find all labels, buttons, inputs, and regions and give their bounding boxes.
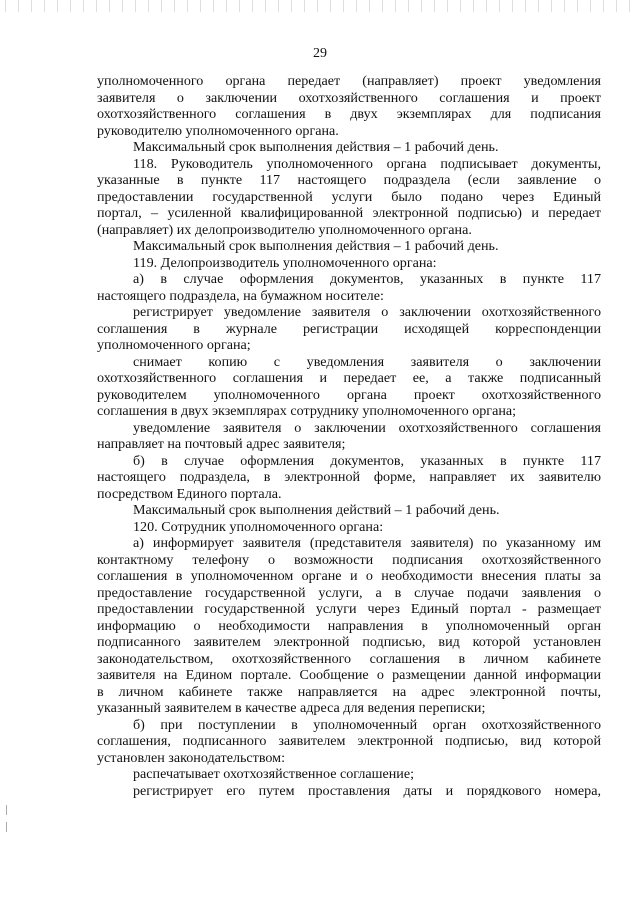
text-line: уполномоченного органа передает (направляет) проект уведомления xyxy=(97,73,601,89)
text-line: б) в случае оформления документов, указанных в пункте 117 xyxy=(133,452,601,469)
text-line: охотхозяйственного соглашения в двух экземплярах для подписания xyxy=(97,106,601,122)
text-line: Максимальный срок выполнения действия – 1 рабочий день. xyxy=(133,139,499,155)
text-line: заявителя о заключении охотхозяйственного соглашения и проект xyxy=(97,89,601,106)
text-line: руководителем уполномоченного органа проект охотхозяйственного xyxy=(97,386,601,403)
text-line: предоставлении государственной услуги было подано через Единый xyxy=(97,188,601,205)
text-line: настоящего подраздела, в электронной форме, направляет их заявителю xyxy=(97,469,601,485)
text-line: указанные в пункте 117 настоящего подраздела (если заявление о xyxy=(97,172,601,188)
page-number: 29 xyxy=(313,46,327,61)
text-line: Максимальный срок выполнения действия – 1 рабочий день. xyxy=(133,238,499,254)
text-line: законодательством, охотхозяйственного соглашения в личном кабинете xyxy=(97,650,601,667)
text-line: портал, – усиленной квалифицированной электронной подписью) и передает xyxy=(97,205,601,221)
text-line: регистрирует уведомление заявителя о заключении охотхозяйственного xyxy=(133,304,601,320)
text-line: контактному телефону о возможности подписания охотхозяйственного xyxy=(97,551,601,568)
text-line: информацию о необходимости направления в уполномоченный орган xyxy=(97,617,601,634)
document-body xyxy=(97,73,601,799)
text-line: (направляет) их делопроизводителю уполномоченного органа. xyxy=(97,221,472,238)
text-line: указанный заявителем в качестве адреса для ведения переписки; xyxy=(97,700,486,716)
text-line: снимает копию с уведомления заявителя о заключении xyxy=(133,353,601,370)
text-line: б) при поступлении в уполномоченный орган охотхозяйственного xyxy=(133,716,601,733)
text-line: уведомление заявителя о заключении охотхозяйственного соглашения xyxy=(133,419,601,436)
text-line: 119. Делопроизводитель уполномоченного органа: xyxy=(133,254,437,271)
scan-edge-mark xyxy=(6,805,7,815)
text-line: направляет на почтовый адрес заявителя; xyxy=(97,436,346,452)
text-line: предоставление государственной услуги, а в случае подачи заявления о xyxy=(97,584,601,601)
text-line: а) в случае оформления документов, указанных в пункте 117 xyxy=(133,271,601,287)
text-line: руководителю уполномоченного органа. xyxy=(97,122,339,139)
text-line: уполномоченного органа; xyxy=(97,337,251,353)
text-line: регистрирует его путем проставления даты и порядкового номера, xyxy=(133,782,601,799)
text-line: соглашения в уполномоченном органе и о необходимости внесения платы за xyxy=(97,568,601,584)
text-line: распечатывает охотхозяйственное соглашение; xyxy=(133,766,414,782)
text-line: 118. Руководитель уполномоченного органа подписывает документы, xyxy=(133,155,601,172)
scan-edge-mark xyxy=(6,822,7,832)
text-line: соглашения в двух экземплярах сотруднику уполномоченного органа; xyxy=(97,403,517,419)
scan-edge-noise xyxy=(0,0,640,12)
text-line: соглашения в журнале регистрации исходящей корреспонденции xyxy=(97,320,601,337)
text-line: в личном кабинете также направляется на адрес электронной почты, xyxy=(97,683,601,700)
text-line: соглашения, подписанного заявителем электронной подписью, вид которой xyxy=(97,733,601,749)
text-line: а) информирует заявителя (представителя заявителя) по указанному им xyxy=(133,535,601,551)
text-line: Максимальный срок выполнения действий – 1 рабочий день. xyxy=(133,502,500,518)
text-line: посредством Единого портала. xyxy=(97,485,282,502)
text-line: установлен законодательством: xyxy=(97,749,286,766)
text-line: 120. Сотрудник уполномоченного органа: xyxy=(133,518,384,535)
text-line: заявителя на Едином портале. Сообщение о размещении данной информации xyxy=(97,667,601,683)
text-line: настоящего подраздела, на бумажном носителе: xyxy=(97,287,384,304)
text-line: охотхозяйственного соглашения и передает ее, а также подписанный xyxy=(97,370,601,386)
text-line: подписанного заявителем электронной подписью, вид которой установлен xyxy=(97,634,601,650)
text-line: предоставлении государственной услуги через Единый портал - размещает xyxy=(97,601,601,617)
